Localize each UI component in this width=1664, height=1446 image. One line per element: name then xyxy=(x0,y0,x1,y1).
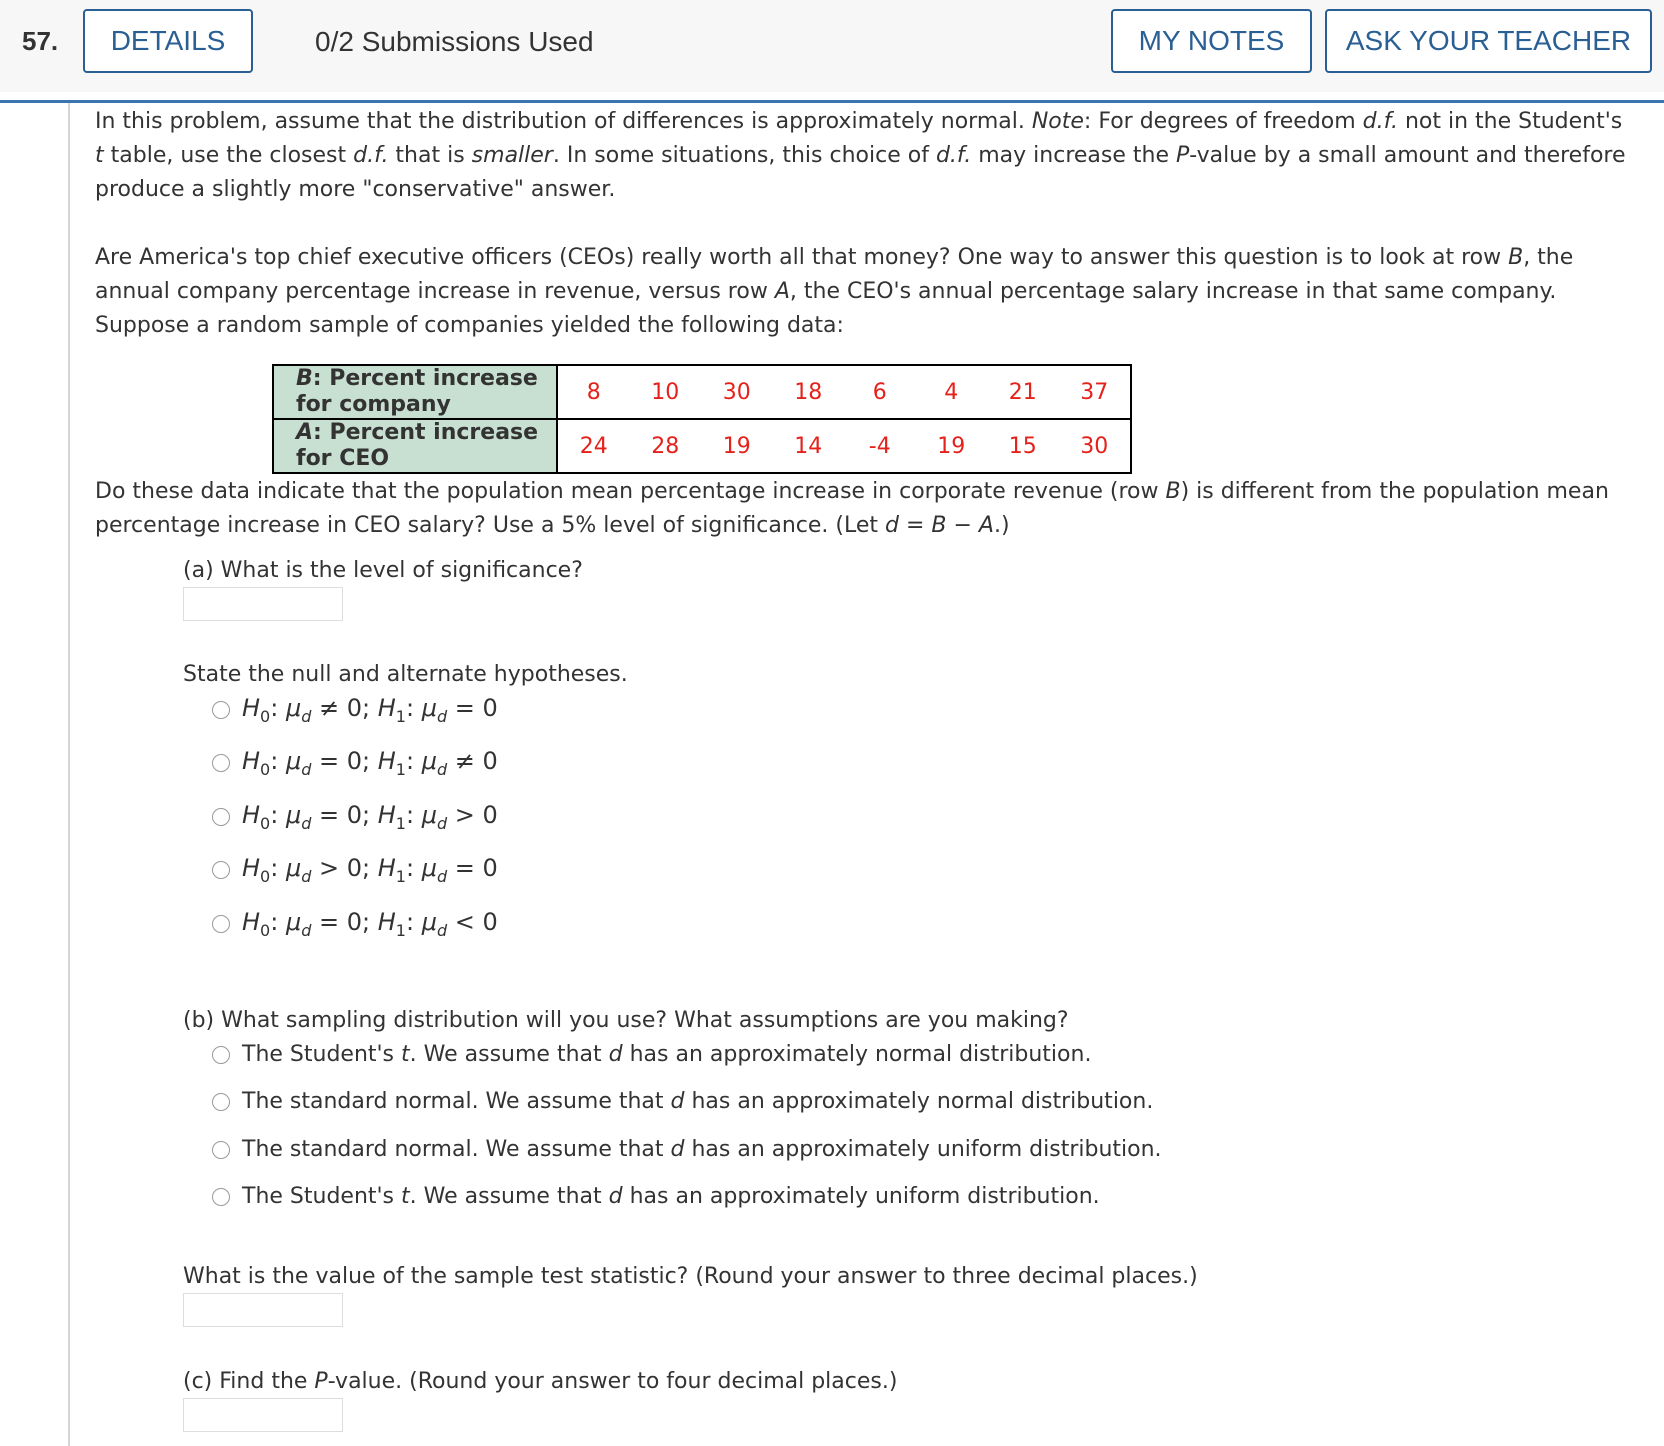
radio-button[interactable] xyxy=(212,1141,230,1159)
hypotheses-prompt: State the null and alternate hypotheses. xyxy=(183,662,628,687)
submissions-used: 0/2 Submissions Used xyxy=(315,26,594,57)
table-cell: 14 xyxy=(794,433,823,459)
hypothesis-option[interactable] xyxy=(212,801,498,833)
distribution-option[interactable] xyxy=(212,1042,1091,1067)
table-cell: 4 xyxy=(944,379,959,405)
test-statistic-prompt: What is the value of the sample test statistic? (Round your answer to three decimal places.) xyxy=(183,1264,1198,1289)
distribution-label: The standard normal. We assume that d has an approximately normal distribution. xyxy=(242,1089,1154,1114)
table-cell: 21 xyxy=(1008,379,1037,405)
hypothesis-label: $H_0$: $\mu_d = 0$; $H_1$: $\mu_d \ne 0$ xyxy=(242,747,498,779)
hypothesis-label: $H_0$: $\mu_d = 0$; $H_1$: $\mu_d > 0$ xyxy=(242,801,498,833)
hypothesis-option[interactable] xyxy=(212,747,498,779)
table-cell: 37 xyxy=(1080,379,1109,405)
instructions-text: In this problem, assume that the distribution of differences is approximately normal. Note: For degrees of freedom d.f. not in the Student's t table, use the closest d.f. that is smaller. In some situations, this choice of d.f. may increase the P-value by a small amount and therefore produce a slightly more "conservative" answer. xyxy=(95,109,1626,202)
table-cell: 28 xyxy=(651,433,680,459)
table-cell: 15 xyxy=(1008,433,1037,459)
distribution-option[interactable] xyxy=(212,1089,1153,1114)
row-b-values xyxy=(558,366,1130,418)
distribution-option[interactable] xyxy=(212,1184,1100,1209)
part-c-prompt: (c) Find the P-value. (Round your answer to four decimal places.) xyxy=(183,1369,898,1394)
row-a-values xyxy=(558,420,1130,472)
data-table xyxy=(272,364,1132,474)
header-divider xyxy=(0,100,1664,103)
distribution-label: The Student's t. We assume that d has an approximately normal distribution. xyxy=(242,1042,1092,1067)
test-statistic-input[interactable] xyxy=(183,1293,343,1327)
table-cell: 6 xyxy=(872,379,887,405)
table-row xyxy=(273,419,1131,473)
radio-button[interactable] xyxy=(212,754,230,772)
hypothesis-label: $H_0$: $\mu_d \ne 0$; $H_1$: $\mu_d = 0$ xyxy=(242,694,498,726)
table-row xyxy=(273,365,1131,419)
left-margin-line xyxy=(68,103,70,1446)
distribution-label: The standard normal. We assume that d has an approximately uniform distribution. xyxy=(242,1137,1162,1162)
distribution-option[interactable] xyxy=(212,1137,1162,1162)
table-cell: 19 xyxy=(937,433,966,459)
hypothesis-label: $H_0$: $\mu_d > 0$; $H_1$: $\mu_d = 0$ xyxy=(242,854,498,886)
radio-button[interactable] xyxy=(212,1093,230,1111)
table-cell: 30 xyxy=(722,379,751,405)
question-text: Do these data indicate that the population mean percentage increase in corporate revenue (row B) is different from the population mean percentage increase in CEO salary? Use a 5% level of significance. (Let d = B − A.) xyxy=(95,479,1609,538)
radio-button[interactable] xyxy=(212,808,230,826)
radio-button[interactable] xyxy=(212,1046,230,1064)
row-a-label: A: Percent increase for CEO xyxy=(273,419,557,473)
significance-level-input[interactable] xyxy=(183,587,343,621)
ask-your-teacher-button[interactable]: ASK YOUR TEACHER xyxy=(1325,9,1652,73)
radio-button[interactable] xyxy=(212,915,230,933)
row-b-label: B: Percent increase for company xyxy=(273,365,557,419)
table-cell: 10 xyxy=(651,379,680,405)
table-cell: 18 xyxy=(794,379,823,405)
question-header xyxy=(0,0,1664,92)
part-a-prompt: (a) What is the level of significance? xyxy=(183,558,583,583)
radio-button[interactable] xyxy=(212,701,230,719)
hypothesis-option[interactable] xyxy=(212,908,498,940)
question-number: 57. xyxy=(22,26,59,56)
table-cell: 30 xyxy=(1080,433,1109,459)
radio-button[interactable] xyxy=(212,1188,230,1206)
my-notes-button[interactable]: MY NOTES xyxy=(1111,9,1312,73)
scenario-text: Are America's top chief executive officers (CEOs) really worth all that money? One way to answer this question is to look at row B, the annual company percentage increase in revenue, versus row A, the CEO's annual percentage salary increase in that same company. Suppose a random sample of companies yielded the following data: xyxy=(95,245,1574,338)
hypothesis-label: $H_0$: $\mu_d = 0$; $H_1$: $\mu_d < 0$ xyxy=(242,908,498,940)
part-b-prompt: (b) What sampling distribution will you use? What assumptions are you making? xyxy=(183,1008,1069,1033)
radio-button[interactable] xyxy=(212,861,230,879)
distribution-label: The Student's t. We assume that d has an approximately uniform distribution. xyxy=(242,1184,1100,1209)
table-cell: -4 xyxy=(868,433,891,459)
p-value-input[interactable] xyxy=(183,1398,343,1432)
hypothesis-option[interactable] xyxy=(212,854,498,886)
table-cell: 19 xyxy=(722,433,751,459)
details-button[interactable]: DETAILS xyxy=(83,9,253,73)
table-cell: 24 xyxy=(579,433,608,459)
table-cell: 8 xyxy=(586,379,601,405)
hypothesis-option[interactable] xyxy=(212,694,498,726)
